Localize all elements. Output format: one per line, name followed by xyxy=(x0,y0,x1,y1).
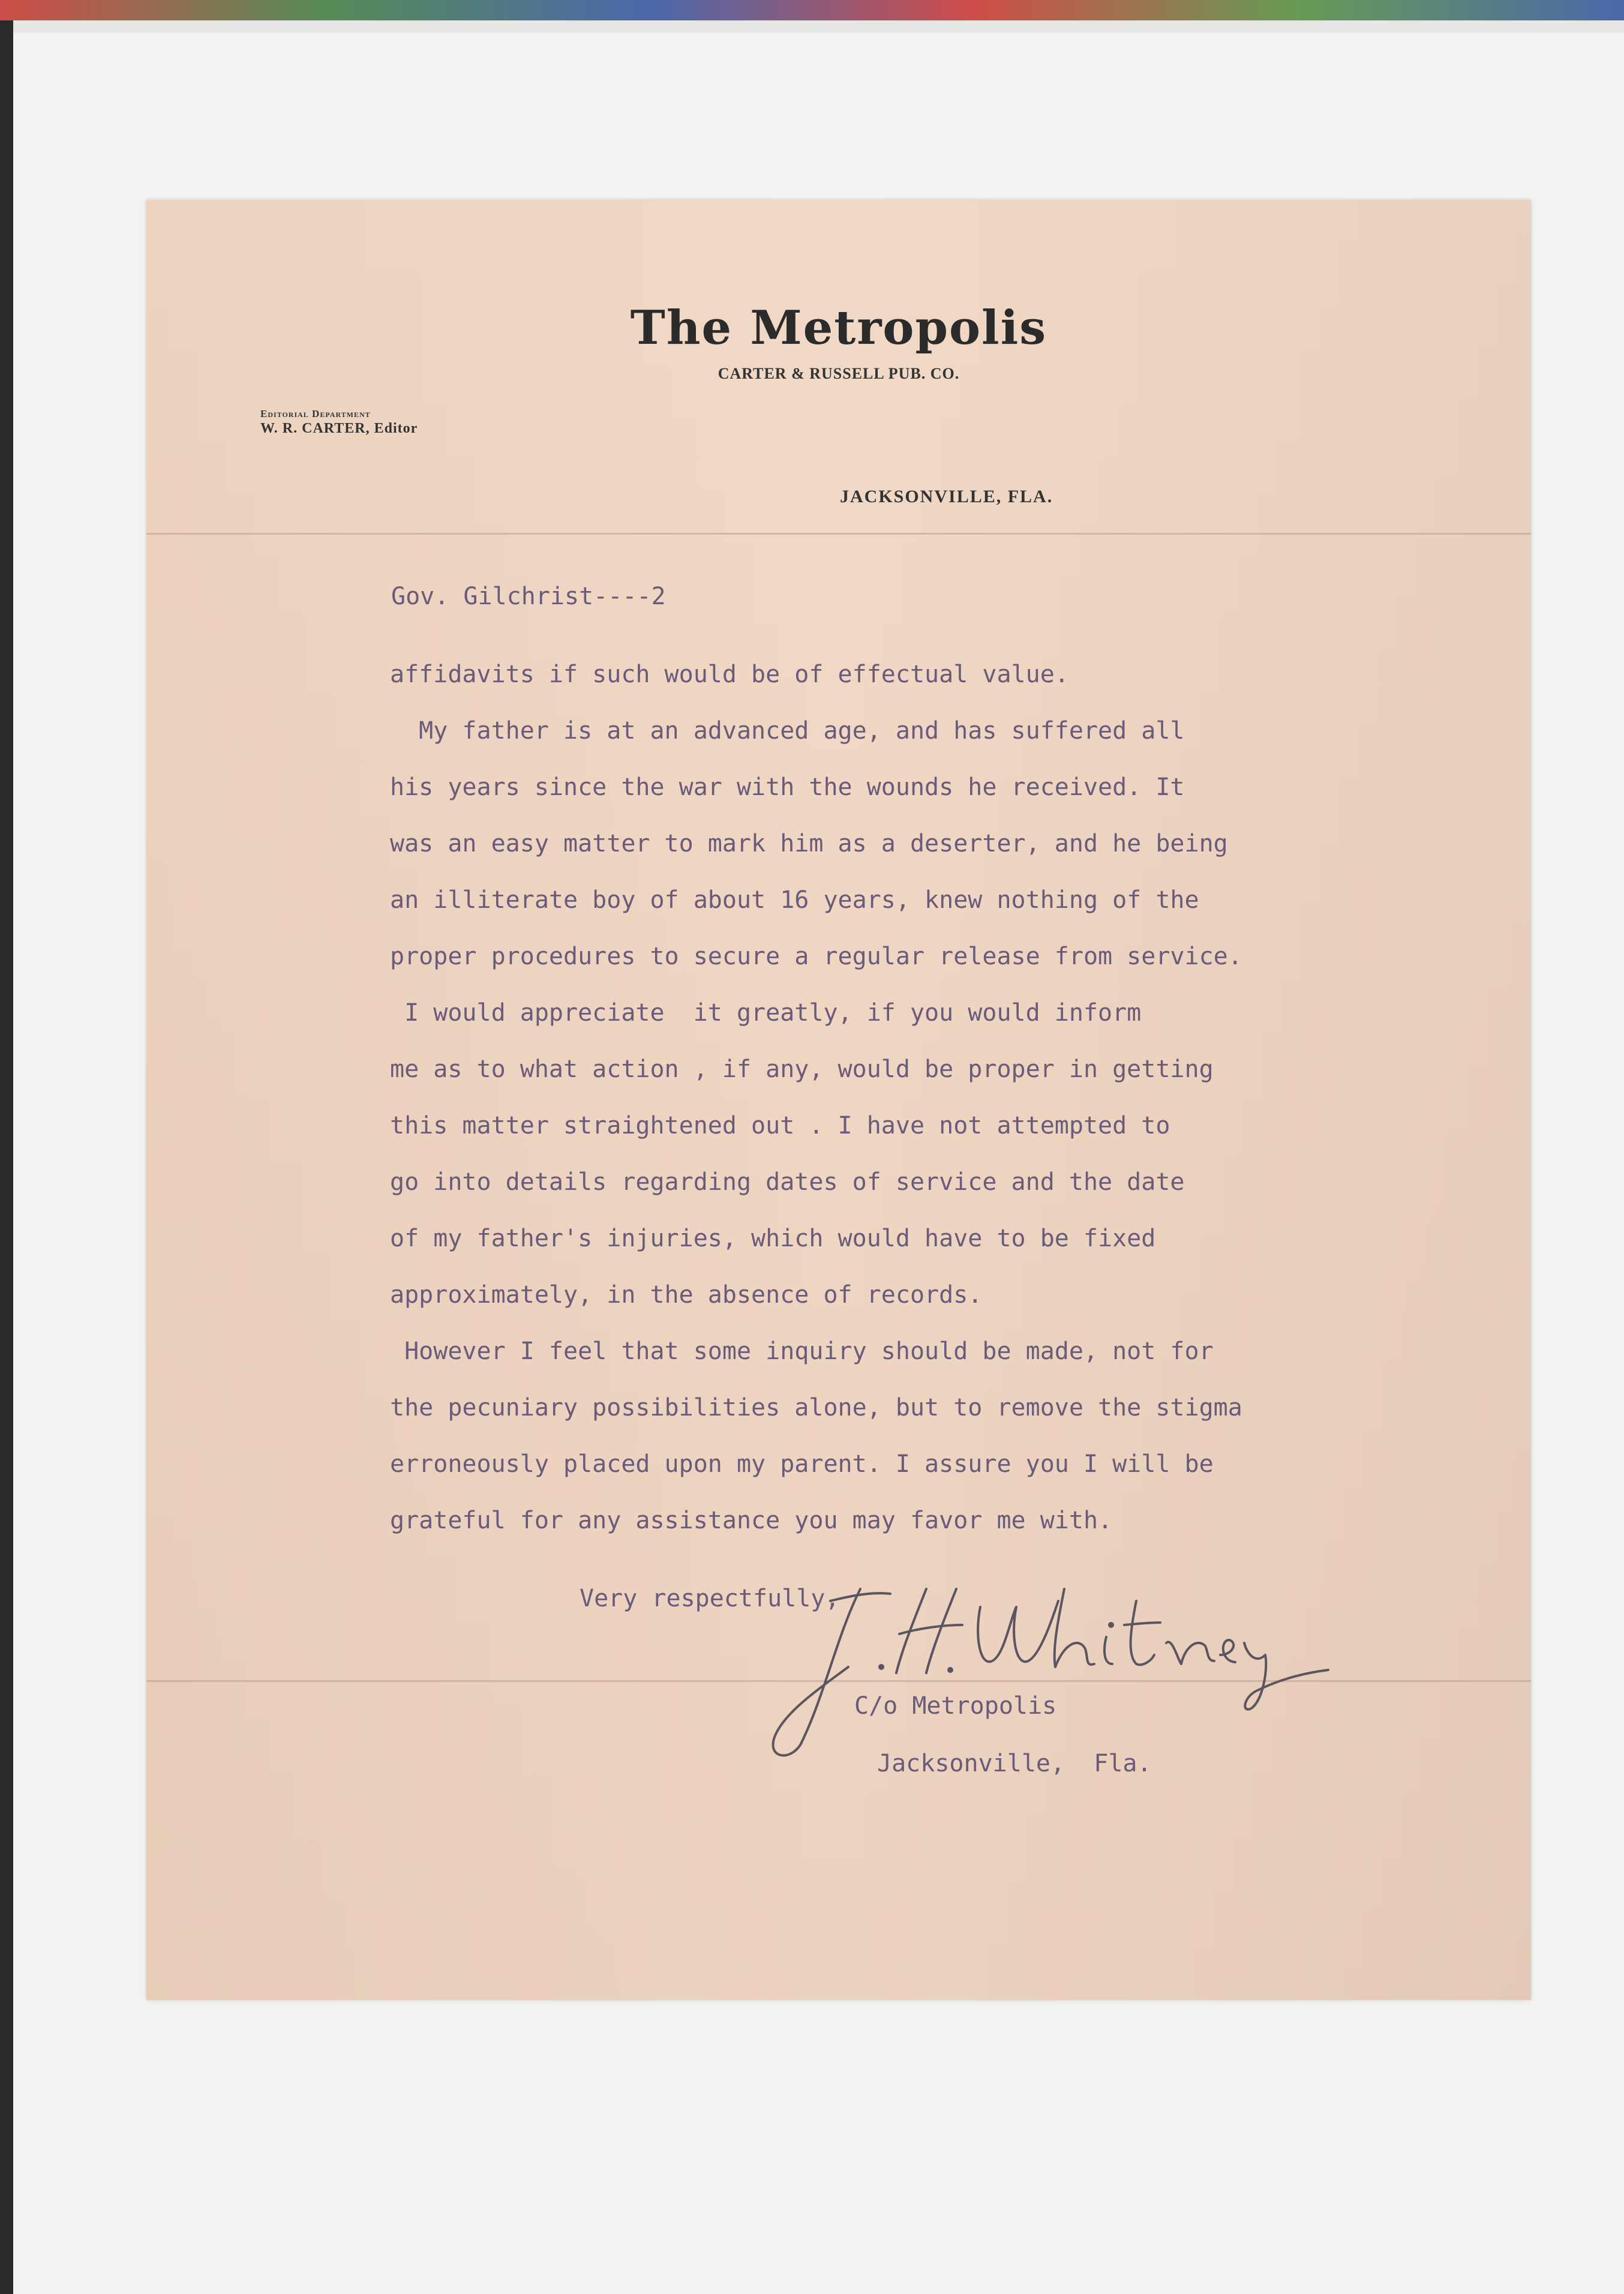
body-line: My father is at an advanced age, and has suffered all xyxy=(390,717,1185,745)
address-line-2: Jacksonville, Fla. xyxy=(877,1750,1152,1777)
scanner-color-strip xyxy=(0,0,1624,20)
signature-image xyxy=(752,1565,1352,1763)
page-reference: Gov. Gilchrist----2 xyxy=(391,583,666,610)
letterhead-publisher: CARTER & RUSSELL PUB. CO. xyxy=(718,365,960,382)
body-line: proper procedures to secure a regular release from service. xyxy=(390,943,1242,970)
body-line: erroneously placed upon my parent. I assure you I will be xyxy=(390,1450,1214,1478)
letterhead-editor: W. R. CARTER, Editor xyxy=(260,421,418,436)
scanner-left-edge xyxy=(0,20,13,2294)
address-line-1: C/o Metropolis xyxy=(854,1692,1057,1720)
letterhead-department: Editorial Department xyxy=(260,408,371,419)
body-line: his years since the war with the wounds he received. It xyxy=(390,773,1185,801)
body-line: this matter straightened out . I have not attempted to xyxy=(390,1112,1170,1139)
body-line: the pecuniary possibilities alone, but to remove the stigma xyxy=(390,1394,1242,1422)
letter-page xyxy=(146,200,1531,2000)
paper-fold-line xyxy=(146,533,1531,535)
body-line: grateful for any assistance you may favor me with. xyxy=(390,1507,1113,1534)
body-line: affidavits if such would be of effectual value. xyxy=(390,661,1069,688)
scanner-margin xyxy=(0,20,1624,32)
body-line: go into details regarding dates of service and the date xyxy=(390,1168,1185,1196)
body-line: of my father's injuries, which would have to be fixed xyxy=(390,1225,1156,1252)
closing: Very respectfully, xyxy=(580,1585,840,1612)
body-line: was an easy matter to mark him as a deserter, and he being xyxy=(390,830,1228,857)
body-line: me as to what action , if any, would be proper in getting xyxy=(390,1055,1214,1083)
letterhead-title: The Metropolis xyxy=(630,301,1047,355)
body-line: approximately, in the absence of records. xyxy=(390,1281,983,1309)
body-line: I would appreciate it greatly, if you would inform xyxy=(390,999,1142,1027)
letterhead-location: JACKSONVILLE, FLA. xyxy=(840,487,1053,506)
body-line: However I feel that some inquiry should be made, not for xyxy=(390,1338,1214,1365)
body-line: an illiterate boy of about 16 years, knew nothing of the xyxy=(390,886,1199,914)
